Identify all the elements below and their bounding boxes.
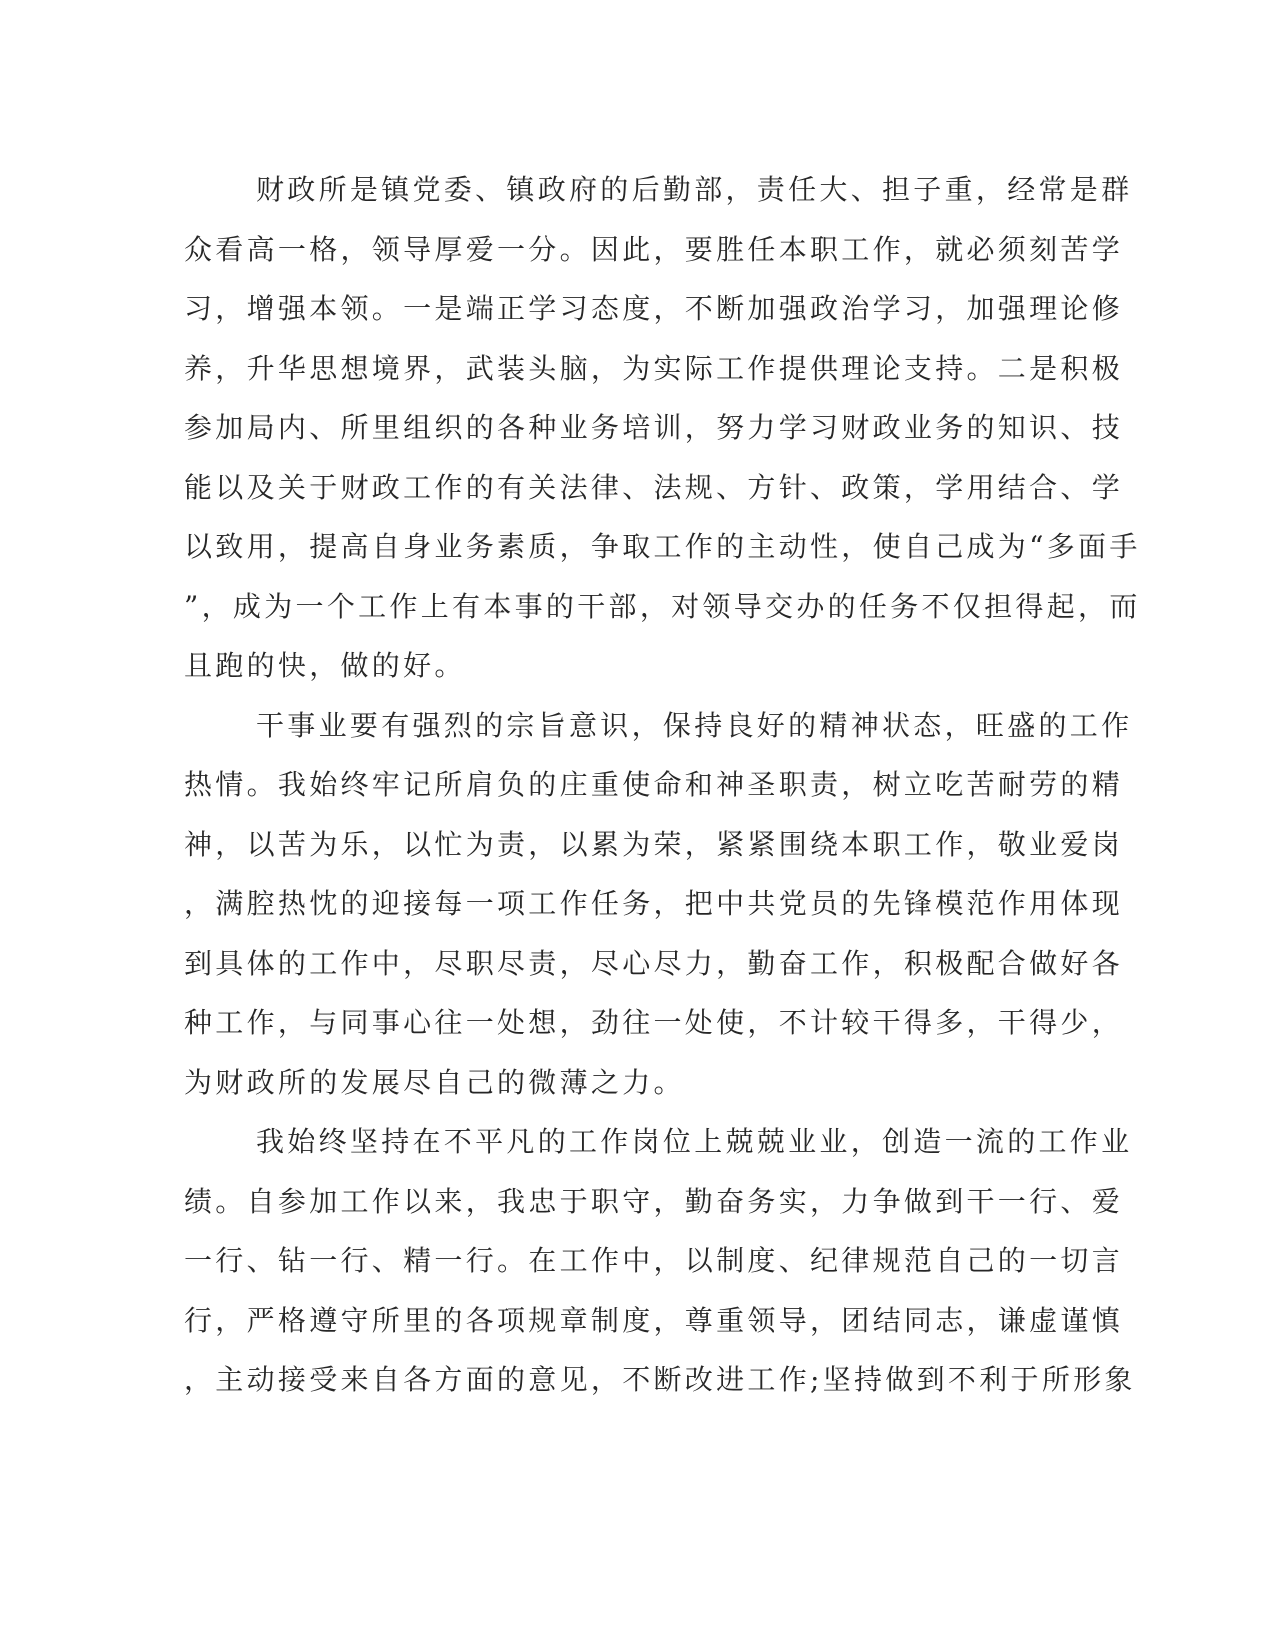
text-line: ，主动接受来自各方面的意见，不断改进工作;坚持做到不利于所形象 [184, 1363, 1136, 1396]
text-line: 种工作，与同事心往一处想，劲往一处使，不计较干得多，干得少， [184, 1006, 1124, 1039]
text-line: 一行、钻一行、精一行。在工作中，以制度、纪律规范自己的一切言 [184, 1244, 1124, 1277]
text-line: 习，增强本领。一是端正学习态度，不断加强政治学习，加强理论修 [184, 292, 1124, 325]
text-line: 到具体的工作中，尽职尽责，尽心尽力，勤奋工作，积极配合做好各 [184, 946, 1124, 980]
text-line: 养，升华思想境界，武装头脑，为实际工作提供理论支持。二是积极 [184, 351, 1124, 385]
text-line: 财政所是镇党委、镇政府的后勤部，责任大、担子重，经常是群 [256, 173, 1133, 206]
paragraph-3 [184, 1112, 1136, 1410]
text-line: 参加局内、所里组织的各种业务培训，努力学习财政业务的知识、技 [184, 411, 1124, 444]
text-line: 以致用，提高自身业务素质，争取工作的主动性，使自己成为“多面手 [184, 530, 1141, 563]
text-line: 行，严格遵守所里的各项规章制度，尊重领导，团结同志，谦虚谨慎 [184, 1303, 1124, 1337]
text-line: 神，以苦为乐，以忙为责，以累为荣，紧紧围绕本职工作，敬业爱岗 [184, 827, 1124, 861]
document-body [184, 160, 1141, 1410]
text-line: 热情。我始终牢记所肩负的庄重使命和神圣职责，树立吃苦耐劳的精 [184, 768, 1124, 801]
text-line: 且跑的快，做的好。 [184, 649, 466, 682]
text-line: 我始终坚持在不平凡的工作岗位上兢兢业业，创造一流的工作业 [256, 1125, 1133, 1158]
text-line: ，满腔热忱的迎接每一项工作任务，把中共党员的先锋模范作用体现 [184, 887, 1124, 920]
paragraph-1 [184, 160, 1141, 696]
text-line: 干事业要有强烈的宗旨意识，保持良好的精神状态，旺盛的工作 [256, 708, 1133, 742]
paragraph-2 [184, 696, 1133, 1113]
text-line: 绩。自参加工作以来，我忠于职守，勤奋务实，力争做到干一行、爱 [184, 1184, 1124, 1218]
text-line: 众看高一格，领导厚爱一分。因此，要胜任本职工作，就必须刻苦学 [184, 232, 1124, 266]
text-line: 为财政所的发展尽自己的微薄之力。 [184, 1065, 685, 1099]
text-line: ”，成为一个工作上有本事的干部，对领导交办的任务不仅担得起，而 [184, 589, 1141, 623]
text-line: 能以及关于财政工作的有关法律、法规、方针、政策，学用结合、学 [184, 470, 1124, 504]
